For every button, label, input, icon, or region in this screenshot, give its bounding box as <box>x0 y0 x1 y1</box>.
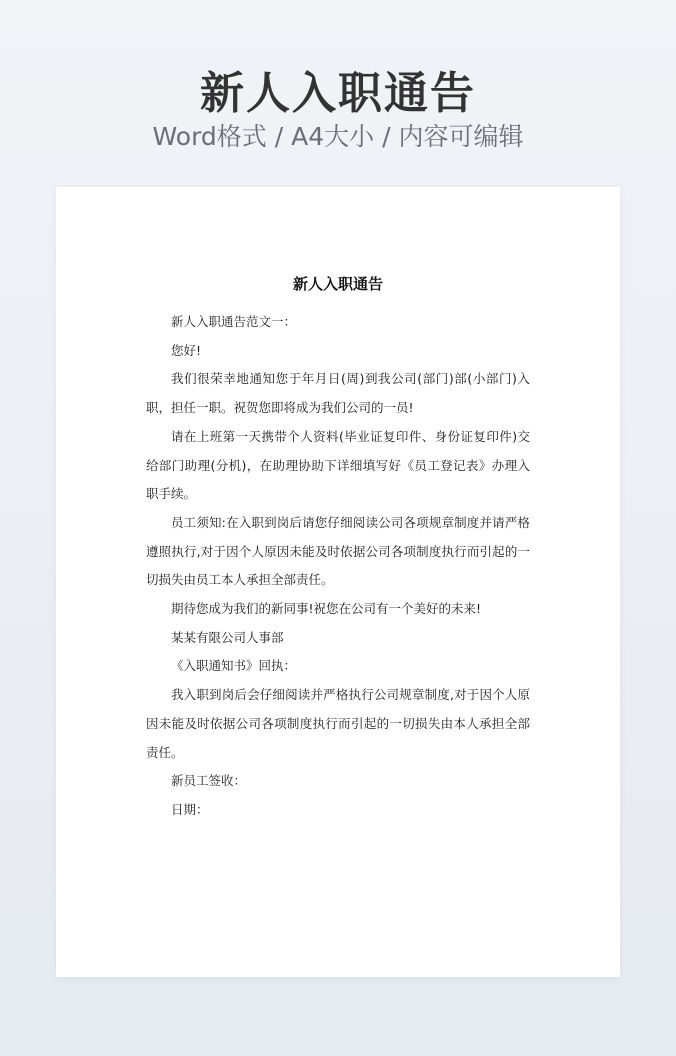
banner-subtitle: Word格式 / A4大小 / 内容可编辑 <box>152 122 524 151</box>
paragraph-company-signature: 某某有限公司人事部 <box>171 629 284 645</box>
paragraph-receipt-body: 我入职到岗后会仔细阅读并严格执行公司规章制度,对于因个人原因未能及时依据公司各项制度执行而引起的一切损失由本人承担全部责任。 <box>146 687 530 760</box>
paragraph-greeting: 您好! <box>171 342 202 358</box>
paragraph-welcome: 期待您成为我们的新同事!祝您在公司有一个美好的未来! <box>171 601 482 617</box>
paragraph-documents: 请在上班第一天携带个人资料(毕业证复印件、身份证复印件)交给部门助理(分机)，在助理协助下详细填写好《员工登记表》办理入职手续。 <box>146 428 530 502</box>
paragraph-date: 日期： <box>171 801 209 817</box>
paragraph-receipt-title: 《入职通知书》回执： <box>171 658 297 674</box>
banner-title: 新人入职通告 <box>200 68 476 119</box>
paragraph-heading: 新人入职通告范文一： <box>171 314 297 329</box>
paragraph-employee-notice: 员工须知:在入职到岗后请您仔细阅读公司各项规章制度并请严格遵照执行,对于因个人原因未能及时依据公司各项制度执行而引起的一切损失由员工本人承担全部责任。 <box>146 514 530 588</box>
document-title: 新人入职通告 <box>292 275 383 293</box>
document-body <box>146 308 530 825</box>
document-page <box>56 187 620 977</box>
paragraph-notice: 我们很荣幸地通知您于年月日(周)到我公司(部门)部(小部门)入职，担任一职。祝贺您即将成为我们公司的一员! <box>146 371 530 416</box>
paragraph-employee-sign: 新员工签收： <box>171 773 247 789</box>
